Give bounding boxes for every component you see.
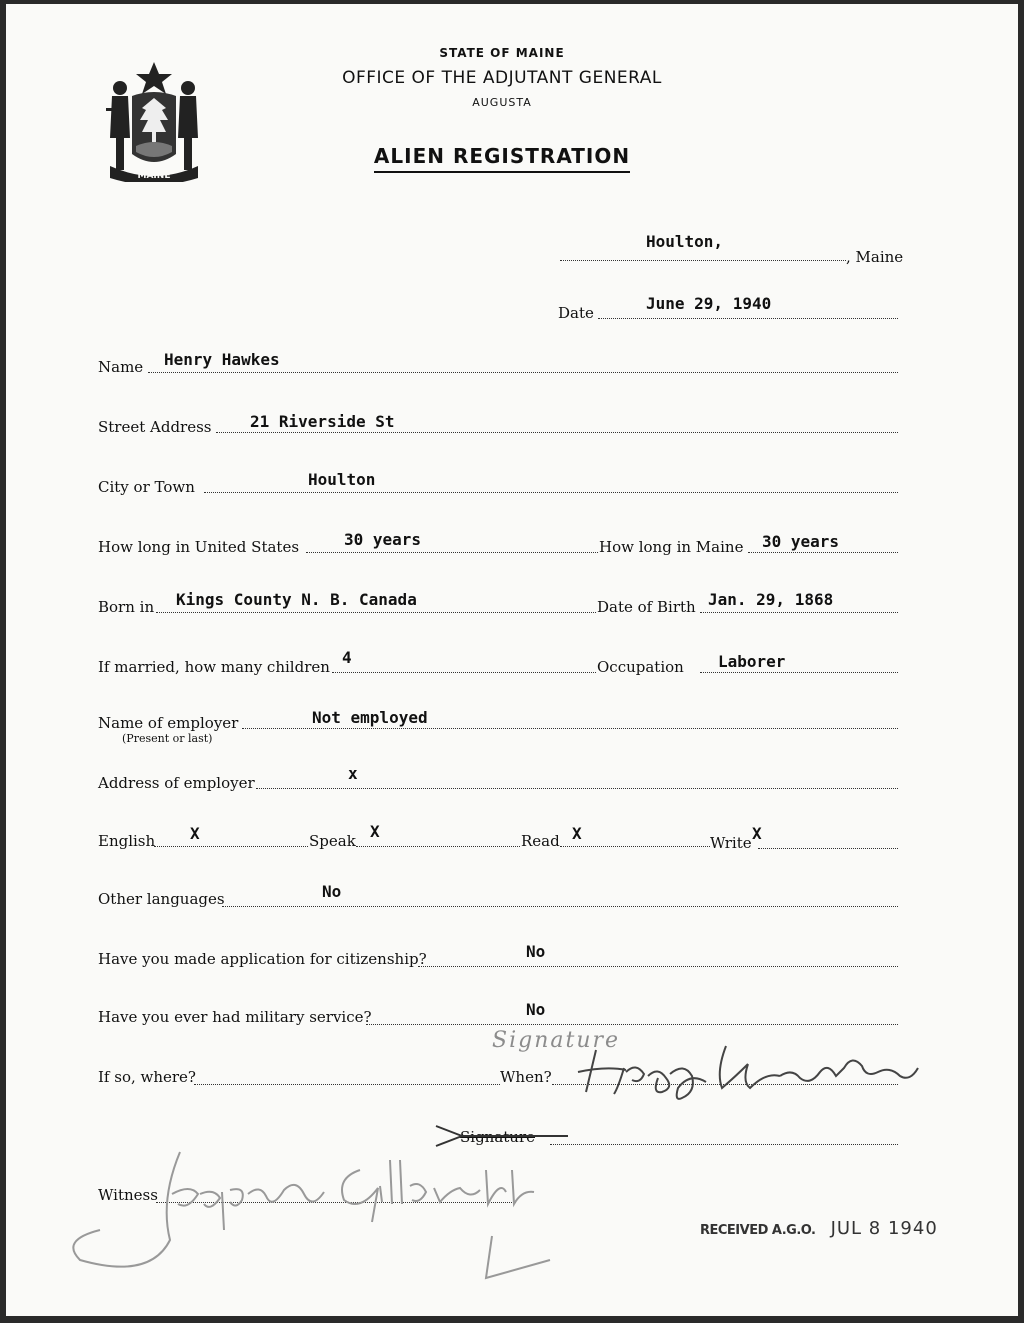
- read-value: X: [572, 824, 582, 843]
- where-label: If so, where?: [98, 1068, 196, 1086]
- speak-value: X: [370, 822, 380, 841]
- write-value: X: [752, 824, 762, 843]
- speak-label: Speak: [309, 832, 356, 850]
- header-state: STATE OF MAINE: [439, 46, 565, 60]
- header-city: AUGUSTA: [472, 96, 532, 109]
- read-label: Read: [521, 832, 560, 850]
- street-value: 21 Riverside St: [250, 412, 395, 431]
- occupation-label: Occupation: [597, 658, 684, 676]
- when-label: When?: [500, 1068, 552, 1086]
- received-stamp: [700, 1218, 938, 1239]
- city-label: City or Town: [98, 478, 195, 496]
- witness-label: Witness: [98, 1186, 158, 1204]
- military-label: Have you ever had military service?: [98, 1008, 372, 1026]
- dob-label: Date of Birth: [597, 598, 696, 616]
- date-value: June 29, 1940: [646, 294, 772, 313]
- employer-label: Name of employer: [98, 714, 239, 732]
- write-label: Write: [710, 834, 752, 852]
- us-time-label: How long in United States: [98, 538, 300, 556]
- maine-time-label: How long in Maine: [599, 538, 744, 556]
- city-value: Houlton: [308, 470, 376, 489]
- registration-form: [6, 4, 1018, 1316]
- english-value: X: [190, 824, 200, 843]
- us-time-value: 30 years: [344, 530, 422, 549]
- svg-text:MAINE: MAINE: [137, 171, 171, 181]
- signature-label: Signature: [460, 1128, 536, 1146]
- witness-signature-icon: [60, 1130, 560, 1280]
- employer-value: Not employed: [312, 708, 428, 727]
- stamp-date: JUL 8 1940: [830, 1218, 938, 1239]
- dob-value: Jan. 29, 1868: [708, 590, 834, 609]
- children-value: 4: [342, 648, 352, 667]
- date-label: Date: [558, 304, 594, 322]
- stamp-text: RECEIVED A.G.O.: [700, 1223, 816, 1238]
- maine-time-value: 30 years: [762, 532, 840, 551]
- english-label: English: [98, 832, 156, 850]
- military-value: No: [526, 1000, 546, 1019]
- employer-sublabel: (Present or last): [122, 732, 213, 745]
- handwritten-signature-note: Signature: [492, 1028, 621, 1053]
- name-label: Name: [98, 358, 144, 376]
- place-suffix: , Maine: [846, 248, 904, 266]
- citizenship-label: Have you made application for citizenship?: [98, 950, 427, 968]
- street-label: Street Address: [98, 418, 212, 436]
- form-title: ALIEN REGISTRATION: [6, 144, 1008, 168]
- citizenship-value: No: [526, 942, 546, 961]
- born-value: Kings County N. B. Canada: [176, 590, 417, 609]
- other-languages-label: Other languages: [98, 890, 225, 908]
- header-office: OFFICE OF THE ADJUTANT GENERAL: [342, 68, 662, 88]
- occupation-value: Laborer: [718, 652, 786, 671]
- other-languages-value: No: [322, 882, 342, 901]
- employer-address-label: Address of employer: [98, 774, 255, 792]
- place-value: Houlton,: [646, 232, 724, 251]
- born-label: Born in: [98, 598, 155, 616]
- name-value: Henry Hawkes: [164, 350, 280, 369]
- registrant-signature-icon: [566, 1032, 926, 1106]
- employer-address-value: x: [348, 764, 358, 783]
- children-label: If married, how many children: [98, 658, 330, 676]
